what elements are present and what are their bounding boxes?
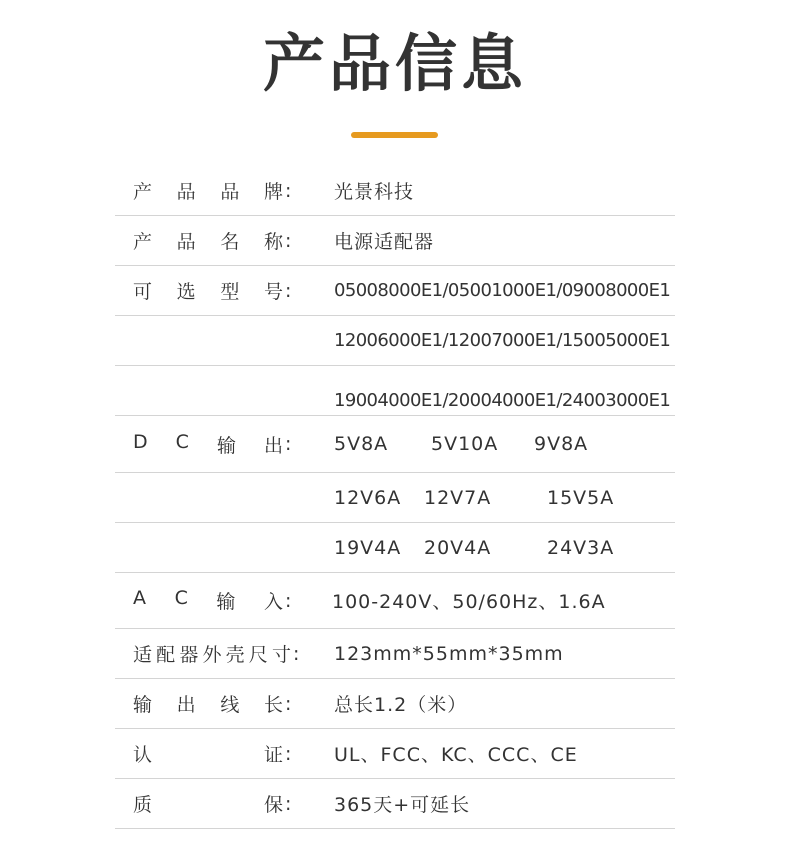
spec-value-models-line-3: 19004000E1/20004000E1/24003000E1 <box>334 390 671 411</box>
spec-value-dc-output-line-3: 19V4A 20V4A 24V3A <box>334 536 615 559</box>
spec-value-dc-output-line-2: 12V6A 12V7A 15V5A <box>334 486 615 509</box>
spec-label: 产 品 品 牌 : <box>133 179 292 203</box>
spec-value-housing-size: 123mm*55mm*35mm <box>334 642 564 665</box>
spec-label: 认 证 : <box>133 742 292 766</box>
page-title: 产品信息 <box>262 27 527 100</box>
spec-row-brand <box>115 166 675 216</box>
spec-value-models-line-1: 05008000E1/05001000E1/09008000E1 <box>334 280 671 301</box>
spec-row-housing-size <box>115 629 675 679</box>
spec-value-cable-length: 总长1.2（米） <box>334 694 468 716</box>
spec-label: 可 选 型 号 : <box>133 279 292 303</box>
spec-label: A C 输 入 : <box>133 587 292 613</box>
spec-row-certification <box>115 729 675 779</box>
spec-row-dc-output-cont-1 <box>115 473 675 523</box>
spec-row-warranty <box>115 779 675 829</box>
spec-row-dc-output-cont-2 <box>115 523 675 573</box>
spec-value-warranty: 365天+可延长 <box>334 794 471 816</box>
spec-value-dc-output-line-1: 5V8A 5V10A 9V8A <box>334 433 589 455</box>
spec-value-ac-input: 100-240V、50/60Hz、1.6A <box>332 591 606 613</box>
spec-label: D C 输 出 : <box>133 430 292 457</box>
spec-value-models-line-2: 12006000E1/12007000E1/15005000E1 <box>334 330 671 351</box>
spec-label: 适 配 器 外 壳 尺 寸 : <box>133 642 300 666</box>
spec-row-models <box>115 266 675 316</box>
spec-value-brand: 光景科技 <box>334 181 415 203</box>
spec-label: 输 出 线 长 : <box>133 692 292 716</box>
spec-row-dc-output <box>115 416 675 473</box>
title-accent-bar <box>351 132 438 138</box>
spec-row-ac-input <box>115 573 675 629</box>
spec-label: 质 保 : <box>133 792 292 816</box>
spec-row-cable-length <box>115 679 675 729</box>
spec-row-models-cont-1 <box>115 316 675 366</box>
spec-label: 产 品 名 称 : <box>133 229 292 253</box>
spec-value-certification: UL、FCC、KC、CCC、CE <box>334 744 578 766</box>
spec-row-models-cont-2 <box>115 366 675 416</box>
spec-row-product-name <box>115 216 675 266</box>
spec-value-product-name: 电源适配器 <box>334 231 435 253</box>
